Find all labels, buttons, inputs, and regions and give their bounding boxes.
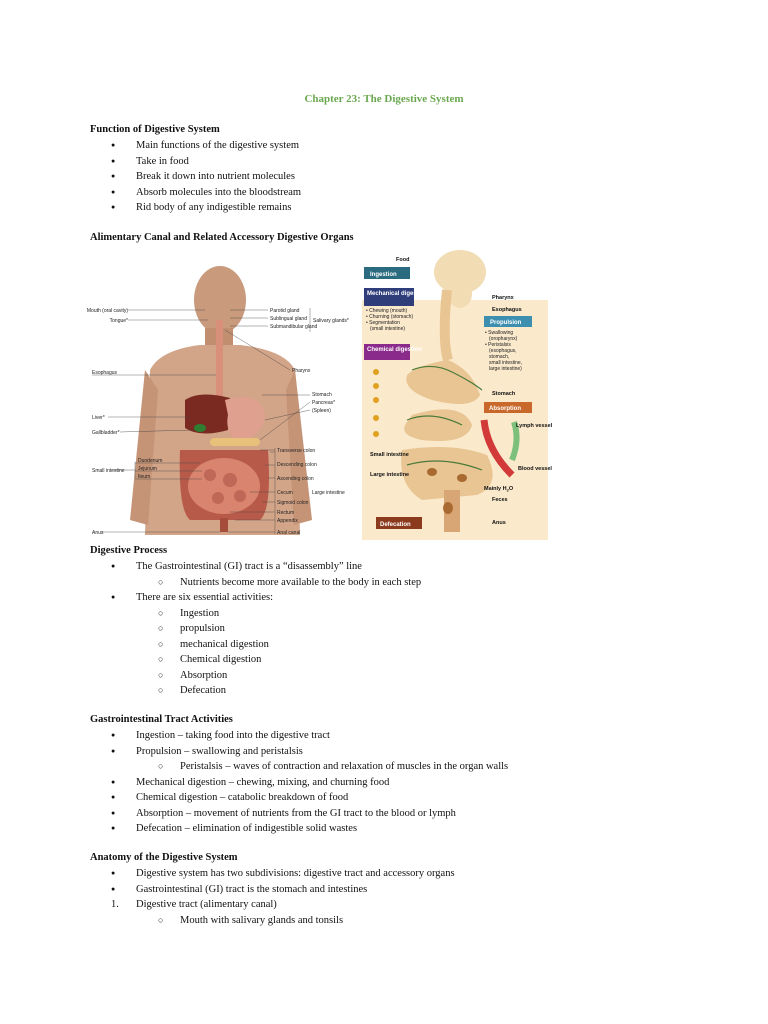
label-defecation: Defecation [380, 522, 411, 528]
list-item: ● The Gastrointestinal (GI) tract is a “disassembly” line [90, 559, 421, 575]
mech-item-4: (small intestine) [370, 326, 406, 332]
label-stomach: Stomach [312, 392, 332, 398]
label-mainly-h2o: Mainly $H_2O$ [484, 486, 514, 493]
list-item: ● Propulsion – swallowing and peristalsis [90, 744, 508, 760]
label-appendix: Appendix [277, 518, 298, 524]
label-esophagus-r: Esophagus [492, 307, 522, 313]
small-intestine-shape [188, 458, 260, 514]
numbered-item [90, 897, 455, 913]
label-ascending: Ascending colon [277, 476, 314, 482]
label-mouth: Mouth (oral cavity) [86, 308, 128, 314]
list-item: ○ Peristalsis – waves of contraction and relaxation of muscles in the organ walls [90, 759, 508, 775]
prop-item-2: (oropharynx) [489, 336, 518, 342]
label-ileum: Ileum [138, 474, 151, 480]
list-item: ○ mechanical digestion [90, 637, 421, 653]
liver-shape [185, 394, 230, 433]
process-section [90, 545, 421, 699]
list-item: ● Break it down into nutrient molecules [90, 169, 301, 185]
label-salivary: Salivary glands* [313, 318, 349, 324]
label-small-intestine: Small intestine [92, 468, 125, 474]
label-absorption: Absorption [489, 406, 521, 412]
list-item: ● Chemical digestion – catabolic breakdown of food [90, 790, 508, 806]
label-rectum: Rectum [277, 510, 295, 516]
label-food: Food [396, 257, 410, 263]
label-chemical: Chemical digestion [367, 347, 423, 353]
process-figure [362, 250, 553, 540]
prop-item-6: small intestine, [489, 360, 523, 366]
label-spleen: (Spleen) [312, 408, 331, 414]
label-jejunum: Jejunum [138, 466, 157, 472]
function-heading: Function of Digestive System [90, 124, 220, 135]
mech-item-2: • Churning (stomach) [366, 314, 414, 320]
gi-list [90, 728, 508, 837]
list-item: ● Defecation – elimination of indigestible solid wastes [90, 821, 508, 837]
label-transverse: Transverse colon [277, 448, 316, 454]
label-anus-r: Anus [492, 520, 506, 526]
prop-item-1: • Swallowing [485, 330, 514, 336]
label-esophagus: Esophagus [92, 370, 118, 376]
label-anus: Anus [92, 530, 104, 536]
label-cecum: Cecum [277, 490, 293, 496]
label-propulsion: Propulsion [490, 320, 522, 326]
label-feces: Feces [492, 497, 508, 503]
prop-item-5: stomach, [489, 354, 510, 360]
list-item: ● Absorb molecules into the bloodstream [90, 185, 301, 201]
list-item: ○ Absorption [90, 668, 421, 684]
label-pancreas: Pancreas* [312, 400, 336, 406]
label-sublingual: Sublingual gland [270, 316, 307, 322]
anatomy-figure [86, 250, 352, 540]
label-gallbladder: Gallbladder* [92, 430, 120, 436]
list-item: ● Rid body of any indigestible remains [90, 200, 301, 216]
label-anal-canal: Anal canal [277, 530, 301, 536]
gi-section [90, 714, 508, 837]
label-descending: Descending colon [277, 462, 317, 468]
process-list [90, 559, 421, 699]
gi-heading: Gastrointestinal Tract Activities [90, 714, 233, 725]
function-list [90, 138, 301, 216]
list-item: ○ Chemical digestion [90, 652, 421, 668]
label-stomach-r: Stomach [492, 391, 516, 397]
list-item: ● There are six essential activities: [90, 590, 421, 606]
list-item: ○ propulsion [90, 621, 421, 637]
list-item: ● Ingestion – taking food into the digestive tract [90, 728, 508, 744]
label-submandibular: Submandibular gland [270, 324, 318, 330]
label-small-intestine-r: Small intestine [370, 452, 409, 458]
alimentary-section [90, 232, 354, 246]
anatomy-illustration [86, 250, 352, 540]
gallbladder-shape [194, 424, 206, 432]
anatomy-section [90, 852, 455, 928]
mech-item-1: • Chewing (mouth) [366, 308, 408, 314]
label-duodenum: Duodenum [138, 458, 163, 464]
list-item: ● Digestive system has two subdivisions: digestive tract and accessory organs [90, 866, 455, 882]
list-item: ● Mechanical digestion – chewing, mixing, and churning food [90, 775, 508, 791]
item-number: 1. [111, 899, 119, 910]
anatomy-list [90, 866, 455, 928]
label-sigmoid: Sigmoid colon [277, 500, 309, 506]
label-pharynx-r: Pharynx [492, 295, 514, 301]
item-text: Digestive tract (alimentary canal) [136, 899, 277, 910]
label-liver: Liver* [92, 415, 105, 421]
function-section [90, 124, 301, 216]
list-item: ○ Defecation [90, 683, 421, 699]
label-parotid: Parotid gland [270, 308, 300, 314]
label-pharynx: Pharynx [292, 368, 311, 374]
process-heading: Digestive Process [90, 545, 168, 556]
label-tongue: Tongue* [109, 318, 128, 324]
label-lymph: Lymph vessel [516, 423, 553, 429]
label-large-intestine: Large intestine [312, 490, 345, 496]
label-large-intestine-r: Large intestine [370, 472, 410, 478]
list-item: ● Gastrointestinal (GI) tract is the stomach and intestines [90, 882, 455, 898]
prop-item-4: (esophagus, [489, 348, 517, 354]
label-blood: Blood vessel [518, 466, 552, 472]
alimentary-heading: Alimentary Canal and Related Accessory Digestive Organs [90, 232, 354, 243]
list-item: ○ Nutrients become more available to the body in each step [90, 575, 421, 591]
prop-item-7: large intestine) [489, 366, 522, 372]
process-illustration [362, 250, 553, 540]
list-item: ● Absorption – movement of nutrients from the GI tract to the blood or lymph [90, 806, 508, 822]
list-item: ○ Mouth with salivary glands and tonsils [90, 913, 455, 929]
list-item: ○ Ingestion [90, 606, 421, 622]
mech-item-3: • Segmentation [366, 320, 400, 326]
page-title: Chapter 23: The Digestive System [304, 93, 464, 105]
list-item: ● Take in food [90, 154, 301, 170]
prop-item-3: • Peristalsis [485, 342, 511, 348]
label-ingestion: Ingestion [370, 272, 397, 278]
anatomy-heading: Anatomy of the Digestive System [90, 852, 238, 863]
list-item: ● Main functions of the digestive system [90, 138, 301, 154]
label-mechanical: Mechanical digestion [367, 291, 428, 297]
